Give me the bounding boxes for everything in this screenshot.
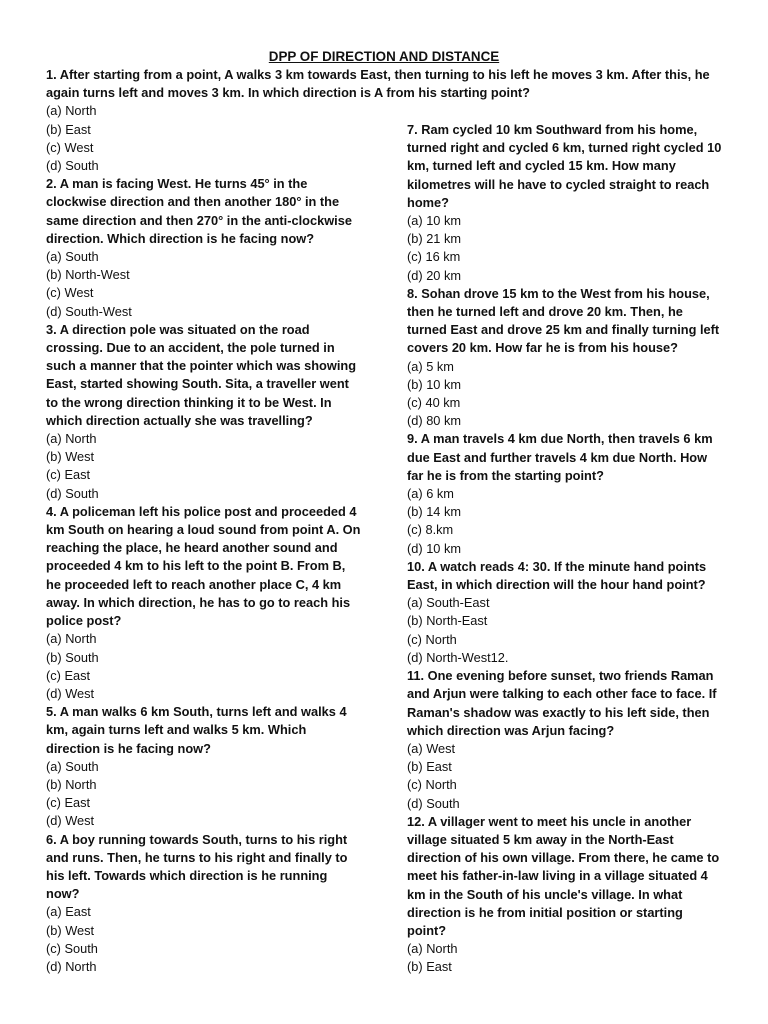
question-text: 4. A policeman left his police post and proceeded 4 km South on hearing a loud sound from point A. On reaching the place, he heard another sound and proceeded 4 km to his left to the point B. From B, he proceeded left to reach another place C, 4 km away. In which direction, he has to go to reach his police post?: [46, 503, 361, 629]
option-c: (c) East: [46, 467, 91, 483]
option-c: (c) North: [407, 631, 457, 647]
option-c: (c) 8.km: [407, 522, 454, 538]
option-d: (d) 10 km: [407, 540, 462, 556]
option-c: (c) West: [46, 285, 94, 301]
option-a: (a) 6 km: [407, 486, 454, 502]
option-d: (d) South-West: [46, 303, 132, 319]
option-c: (c) West: [46, 139, 94, 155]
option-c: (c) 40 km: [407, 395, 461, 411]
option-a: (a) North: [46, 631, 97, 647]
option-c: (c) East: [46, 667, 91, 683]
question-7: [407, 121, 725, 285]
option-a: (a) 10 km: [407, 213, 462, 229]
question-10: [407, 558, 725, 667]
question-8: [407, 285, 725, 431]
question-text: 3. A direction pole was situated on the road crossing. Due to an accident, the pole turned in such a manner that the pointer which was showing East, started showing South. Sita, a traveller went to the wrong direction thinking it to be West. In which direction actually she was travelling?: [46, 321, 357, 428]
option-d: (d) North: [46, 958, 97, 974]
right-column: [407, 121, 725, 977]
option-d: (d) West: [46, 685, 95, 701]
option-a: (a) South: [46, 249, 99, 265]
question-text: 8. Sohan drove 15 km to the West from his house, then he turned left and drove 20 km. Then, he turned East and drove 25 km and finally turning left covers 20 km. How far he is from his house?: [407, 285, 720, 356]
question-9: [407, 430, 725, 557]
question-5: [46, 703, 362, 830]
option-a: (a) South: [46, 758, 99, 774]
question-text: 2. A man is facing West. He turns 45° in the clockwise direction and then another 180° in the same direction and then 270° in the anti-clockwise direction. Which direction is he facing now?: [46, 176, 352, 246]
option-b: (b) 21 km: [407, 231, 462, 247]
option-a: (a) North: [407, 941, 458, 957]
option-b: (b) 14 km: [407, 504, 462, 520]
option-b: (b) North: [46, 776, 97, 792]
question-text: 9. A man travels 4 km due North, then travels 6 km due East and further travels 4 km due North. How far he is from the starting point?: [407, 431, 713, 483]
option-a: (a) South-East: [407, 595, 490, 611]
option-b: (b) North-East: [407, 613, 488, 629]
question-6: [46, 831, 362, 977]
option-c: (c) North: [407, 777, 457, 793]
question-2: [46, 175, 362, 321]
option-a: (a) North: [46, 103, 97, 119]
option-c: (c) 16 km: [407, 249, 461, 265]
option-a: (a) 5 km: [407, 358, 454, 374]
question-text: 6. A boy running towards South, turns to his right and runs. Then, he turns to his right and finally to his left. Towards which direction is he running now?: [46, 831, 348, 902]
option-b: (b) East: [407, 959, 452, 975]
option-d: (d) 20 km: [407, 267, 462, 283]
option-b: (b) North-West: [46, 267, 130, 283]
question-text: 7. Ram cycled 10 km Southward from his home, turned right and cycled 6 km, turned right cycled 10 km, turned left and cycled 15 km. How many kilometres will he have to cycled straight to reach home?: [407, 122, 722, 210]
option-b: (b) East: [407, 759, 452, 775]
option-b: (b) South: [46, 649, 99, 665]
question-text: 1. After starting from a point, A walks 3 km towards East, then turning to his left he moves 3 km. After this, he again turns left and moves 3 km. In which direction is A from his starting point?: [46, 67, 710, 101]
option-d: (d) North-West12.: [407, 649, 509, 665]
option-c: (c) South: [46, 940, 98, 956]
option-b: (b) 10 km: [407, 376, 462, 392]
option-b: (b) West: [46, 449, 95, 465]
option-a: (a) West: [407, 740, 456, 756]
option-d: (d) South: [46, 158, 99, 174]
option-a: (a) North: [46, 431, 97, 447]
option-a: (a) East: [46, 904, 91, 920]
question-4: [46, 503, 362, 703]
question-3: [46, 321, 362, 503]
option-c: (c) East: [46, 795, 91, 811]
option-d: (d) West: [46, 813, 95, 829]
question-text: 12. A villager went to meet his uncle in another village situated 5 km away in the North-East direction of his own village. From there, he came to meet his father-in-law living in a village situated 4 km in the South of his uncle's village. In what direction is he from initial position or starting point?: [407, 813, 720, 938]
question-11: [407, 667, 725, 813]
option-b: (b) West: [46, 922, 95, 938]
option-b: (b) East: [46, 121, 91, 137]
question-text: 5. A man walks 6 km South, turns left and walks 4 km, again turns left and walks 5 km. Which direction is he facing now?: [46, 704, 347, 756]
question-text: 11. One evening before sunset, two friends Raman and Arjun were talking to each other face to face. If Raman's shadow was exactly to his left side, then which direction was Arjun facing?: [407, 668, 717, 738]
question-12: [407, 813, 725, 977]
question-text: 10. A watch reads 4: 30. If the minute hand points East, in which direction will the hour hand point?: [407, 558, 707, 593]
document-title: DPP OF DIRECTION AND DISTANCE: [268, 49, 500, 64]
option-d: (d) South: [407, 795, 460, 811]
option-d: (d) South: [46, 485, 99, 501]
option-d: (d) 80 km: [407, 413, 462, 429]
